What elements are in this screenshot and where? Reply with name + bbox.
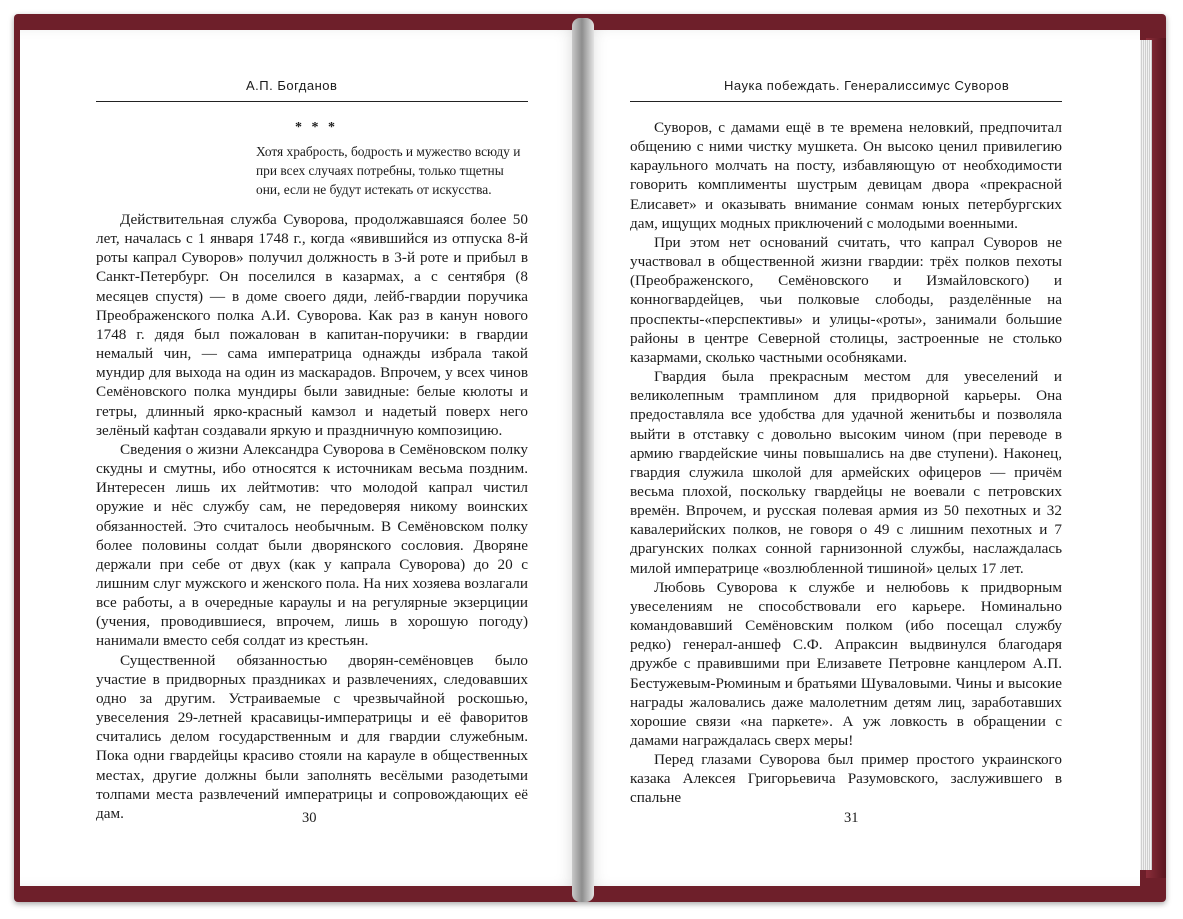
left-page [20, 30, 580, 886]
paragraph: Гвардия была прекрасным местом для увеселений и великолепным трамплином для придворной карьеры. Она предоставляла все удобства для удачной женитьбы и позволяла выйти в отставку с довольно высоким чином (при переводе в армию гвардейские чины повышались на две ступени). Наконец, гвардия служила школой для армейских офицеров — причём весьма плохой, поскольку гвардейцы не воевали с петровских времён. Впрочем, и русская полевая армия из 50 пехотных и 32 кавалерийских полков, не говоря о 49 с лишним пехотных и 7 драгунских полках сонной гарнизонной службы, наслаждалась милой императрице «возлюбленной тишиной» целых 17 лет. [630, 368, 1062, 577]
paragraph: Действительная служба Суворова, продолжавшаяся более 50 лет, началась с 1 января 1748 г., когда «явившийся из отпуска 8-й роты капрал Суворов» получил должность в 3-й роте и прибыл в Санкт-Петербург. Он поселился в казармах, а с сентября (8 месяцев спустя) — в доме своего дяди, лейб-гвардии поручика Преображенского полка А.И. Суворова. Как раз в канун нового 1748 г. дядя был пожалован в капитан-поручики: в гвардии немалый чин, — сама императрица однажды избрала такой мундир для выхода на один из маскарадов. Впрочем, у всех чинов Семёновского полка мундиры были завидные: белые кюлоты и гетры, длинный ярко-красный камзол и надетый поверх него зелёный кафтан создавали яркую и праздничную композицию. [96, 211, 528, 439]
right-page [584, 30, 1140, 886]
book-spine [572, 18, 594, 902]
paragraph: Перед глазами Суворова был пример простого украинского казака Алексея Григорьевича Разумовского, заслужившего в спальне [630, 751, 1062, 807]
section-separator: * * * [295, 120, 338, 135]
left-running-head: А.П. Богданов [246, 78, 338, 93]
right-running-head: Наука побеждать. Генералиссимус Суворов [724, 78, 1010, 93]
right-header-rule [630, 101, 1062, 102]
epigraph: Хотя храбрость, бодрость и мужество всюду и при всех случаях потребны, только тщетны они, если не будут истекать от искусства. [256, 144, 521, 197]
page-stack-edge [1138, 40, 1152, 870]
paragraph: При этом нет оснований считать, что капрал Суворов не участвовал в общественной жизни гвардии: трёх полков пехоты (Преображенского, Семёновского и Измайловского) и конногвардейцев, чьи полковые слободы, разделённые на проспекты-«перспективы» и улицы-«роты», занимали большие районы в центре Северной столицы, застроенные не столько казармами, сколько частными особняками. [630, 233, 1062, 366]
right-body-text [630, 118, 1062, 808]
paragraph: Сведения о жизни Александра Суворова в Семёновском полку скудны и смутны, ибо относятся к источникам весьма поздним. Интересен лишь их лейтмотив: что молодой капрал чистил оружие и нёс службу сам, не передоверяя никому воинских обязанностей. Это считалось необычным. В Семёновском полку более половины солдат были дворянского сословия. Дворяне держали при себе от двух (как у капрала Суворова) до 20 с лишним слуг мужского и женского пола. На них хозяева возлагали все работы, а в очередные караулы и на регулярные экзерциции (учения, проводившиеся, впрочем, лишь в хорошую погоду) нанимали вместо себя солдат из крестьян. [96, 440, 528, 650]
left-body-text [96, 210, 528, 823]
paragraph: Суворов, с дамами ещё в те времена неловкий, предпочитал общению с ними чистку мушкета. Он высоко ценил привилегию караульного молчать на посту, избавляющую от необходимости говорить комплименты шустрым девицам двора «прекрасной Елисавет» и оказывать внимание сонмам юных петербургских дам, ищущих модных приключений с молодыми военными. [630, 119, 1062, 232]
left-page-number: 30 [302, 810, 317, 826]
left-header-rule [96, 101, 528, 102]
right-page-number: 31 [844, 810, 859, 826]
paragraph: Существенной обязанностью дворян-семёновцев было участие в придворных праздниках и развлечениях, следовавших одно за другим. Устраиваемые с чрезвычайной роскошью, увеселения 29-летней красавицы-императрицы и её фаворитов считались делом государственным и для гвардии служебным. Пока одни гвардейцы красиво стояли на карауле в общественных местах, другие должны были заполнять весёлыми разодетыми толпами места развлечений императрицы и сопровождающих её дам. [96, 651, 528, 822]
paragraph: Любовь Суворова к службе и нелюбовь к придворным увеселениям не способствовали его карьере. Номинально командовавший Семёновским полком (ибо посещал службу редко) генерал-аншеф С.Ф. Апраксин выдвинулся благодаря дружбе с правившими при Елизавете Петровне канцлером А.П. Бестужевым-Рюминым и братьями Шуваловыми. Чины и высокие награды жаловались даже малолетним детям лиц, заработавших хорошие связи «на паркете». А уж ловкость в обращении с дамами награждалась сверх меры! [630, 578, 1062, 749]
